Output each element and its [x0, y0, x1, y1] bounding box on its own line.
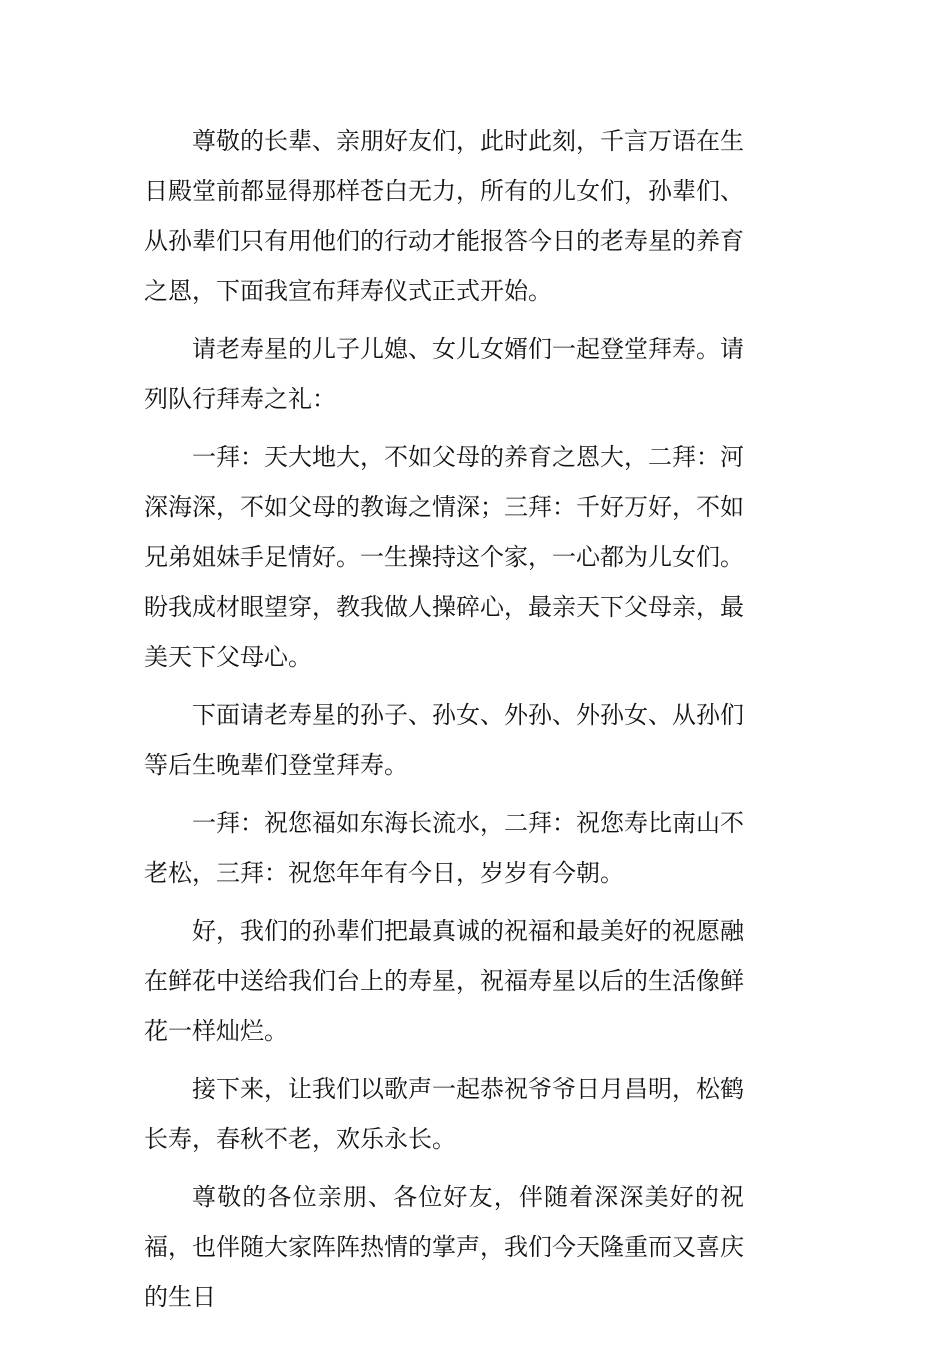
paragraph-1: 尊敬的长辈、亲朋好友们，此时此刻，千言万语在生日殿堂前都显得那样苍白无力，所有的儿女们，孙辈们、从孙辈们只有用他们的行动才能报答今日的老寿星的养育之恩，下面我宣布拜寿仪式正式开始。	[144, 127, 744, 305]
paragraph-6: 好，我们的孙辈们把最真诚的祝福和最美好的祝愿融在鲜花中送给我们台上的寿星，祝福寿星以后的生活像鲜花一样灿烂。	[144, 917, 744, 1045]
paragraph-2: 请老寿星的儿子儿媳、女儿女婿们一起登堂拜寿。请列队行拜寿之礼：	[144, 335, 744, 413]
paragraph-4: 下面请老寿星的孙子、孙女、外孙、外孙女、从孙们等后生晚辈们登堂拜寿。	[144, 701, 744, 779]
paragraph-8: 尊敬的各位亲朋、各位好友，伴随着深深美好的祝福，也伴随大家阵阵热情的掌声，我们今天隆重而又喜庆的生日	[144, 1183, 744, 1311]
paragraph-3: 一拜：天大地大，不如父母的养育之恩大，二拜：河深海深，不如父母的教诲之情深；三拜：千好万好，不如兄弟姐妹手足情好。一生操持这个家，一心都为儿女们。盼我成材眼望穿，教我做人操碎心，最亲天下父母亲，最美天下父母心。	[144, 443, 744, 671]
paragraph-5: 一拜：祝您福如东海长流水，二拜：祝您寿比南山不老松，三拜：祝您年年有今日，岁岁有今朝。	[144, 809, 744, 887]
document-body	[144, 116, 744, 1330]
paragraph-7: 接下来，让我们以歌声一起恭祝爷爷日月昌明，松鹤长寿，春秋不老，欢乐永长。	[144, 1075, 744, 1153]
